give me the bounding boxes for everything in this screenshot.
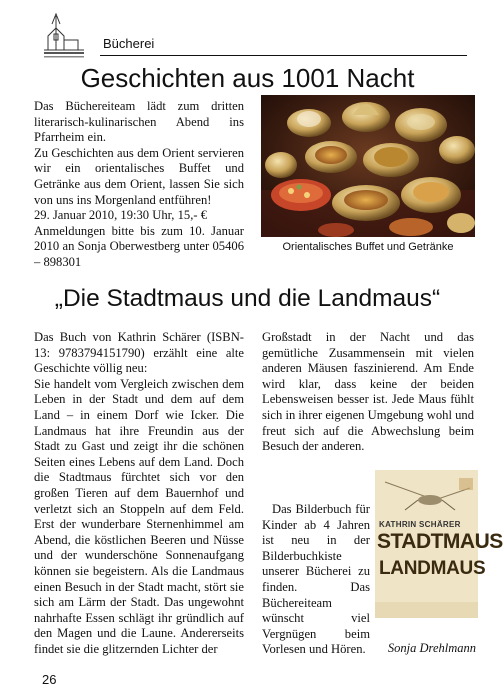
article-title: „Die Stadtmaus und die Landmaus“	[54, 285, 441, 312]
page-number: 26	[42, 672, 57, 687]
book-title-line1: STADTMAUS	[377, 530, 503, 553]
section-label: Bücherei	[103, 36, 155, 51]
article-title: Geschichten aus 1001 Nacht	[80, 63, 415, 93]
paragraph: Sie handelt vom Vergleich zwischen dem Leben in der Stadt und dem auf dem Land – in einem Dorf wie Icker. Die Landmaus hat ihre Freundin aus der Stadt zu Gast und zeigt ihr die schönen Seiten eines Lebens auf dem Land. Doch die Stadtmaus fürchtet sich vor den großen Tieren auf dem Bauernhof und verletzt sich an Stoppeln auf dem Feld. Erst der wunderbare Sternenhimmel am Abend, die köstlichen Beeren und Nüsse und der wunderschöne Sonnenaufgang können sie begeistern. Als die Landmaus einen Besuch in der Stadt macht, stört sie sich am Lärm der Stadt. Das ungewohnt nahrhafte Essen schlägt ihr gründlich auf den Magen und die Laune. Andererseits findet sie die glitzernden Lichter der	[34, 376, 244, 656]
book-cover	[375, 470, 503, 618]
photo-caption: Orientalisches Buffet und Getränke	[282, 241, 454, 253]
article-body	[34, 99, 244, 271]
header-rule	[100, 55, 467, 56]
paragraph: Großstadt in der Nacht und das gemütliche Zusammensein mit vielen anderen Mäusen faszinierend. Am Ende wird klar, dass keine der beiden Lebensweisen besser ist. Jede Maus fühlt sich in ihrer eigenen Umgebung wohl und freut sich auf die Abwechslung beim Besuch der anderen.	[262, 330, 474, 454]
paragraph: 29. Januar 2010, 19:30 Uhr, 15,- €	[34, 208, 207, 223]
article-column-left	[34, 330, 244, 657]
article-column-right-narrow	[262, 502, 370, 658]
book-title-line2: LANDMAUS	[379, 558, 486, 579]
paragraph: Das Büchereiteam lädt zum dritten literarisch-kulinarischen Abend ins Pfarrheim ein.	[34, 99, 244, 145]
parish-logo	[40, 10, 88, 62]
author-signature: Sonja Drehlmann	[387, 641, 476, 655]
paragraph: Das Buch von Kathrin Schärer (ISBN-13: 9783794151790) erzählt eine alte Geschichte völlig neu:	[34, 330, 244, 376]
paragraph: Das Bilderbuch für Kinder ab 4 Jahren ist neu in der Bilderbuchkiste unserer Bücherei zu finden. Das Büchereiteam wünscht viel Vergnügen beim Vorlesen und Hören.	[262, 502, 370, 657]
paragraph: Anmeldungen bitte bis zum 10. Januar 2010 an Sonja Oberwestberg unter 05406 – 898301	[34, 223, 244, 269]
paragraph: Zu Geschichten aus dem Orient servieren wir ein orientalisches Buffet und Getränke aus dem Orient, lassen Sie sich von uns ins Morgenland entführen!	[34, 145, 244, 207]
book-author: KATHRIN SCHÄRER	[379, 520, 461, 529]
buffet-photo	[261, 95, 475, 237]
article-column-right	[262, 330, 474, 455]
